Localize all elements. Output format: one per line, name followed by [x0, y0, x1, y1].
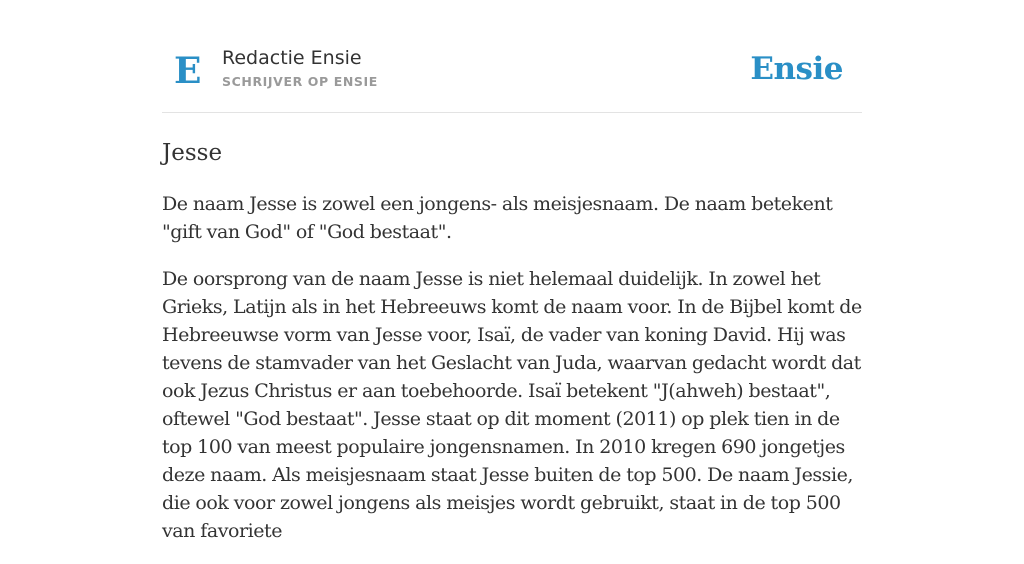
article-header	[162, 0, 862, 113]
author-role: SCHRIJVER OP ENSIE	[222, 74, 378, 89]
article-paragraph-2: De oorsprong van de naam Jesse is niet helemaal duidelijk. In zowel het Grieks, Latijn als in het Hebreeuws komt de naam voor. In de Bijbel komt de Hebreeuwse vorm van Jesse voor, Isaï, de vader van koning David. Hij was tevens de stamvader van het Geslacht van Juda, waarvan gedacht wordt dat ook Jezus Christus er aan toebehoorde. Isaï betekent "J(ahweh) bestaat", oftewel "God bestaat". Jesse staat op dit moment (2011) op plek tien in de top 100 van meest populaire jongensnamen. In 2010 kregen 690 jongetjes deze naam. Als meisjesnaam staat Jesse buiten de top 500. De naam Jessie, die ook voor zowel jongens als meisjes wordt gebruikt, staat in de top 500 van favoriete	[162, 268, 862, 542]
article-body	[162, 190, 862, 564]
article-title: Jesse	[162, 140, 223, 166]
author-avatar[interactable]: E	[174, 50, 202, 92]
author-name[interactable]: Redactie Ensie	[222, 47, 362, 69]
page	[162, 0, 862, 542]
brand-logo[interactable]: Ensie	[750, 51, 843, 87]
article-paragraph-1: De naam Jesse is zowel een jongens- als meisjesnaam. De naam betekent "gift van God" of "God bestaat".	[162, 193, 833, 243]
